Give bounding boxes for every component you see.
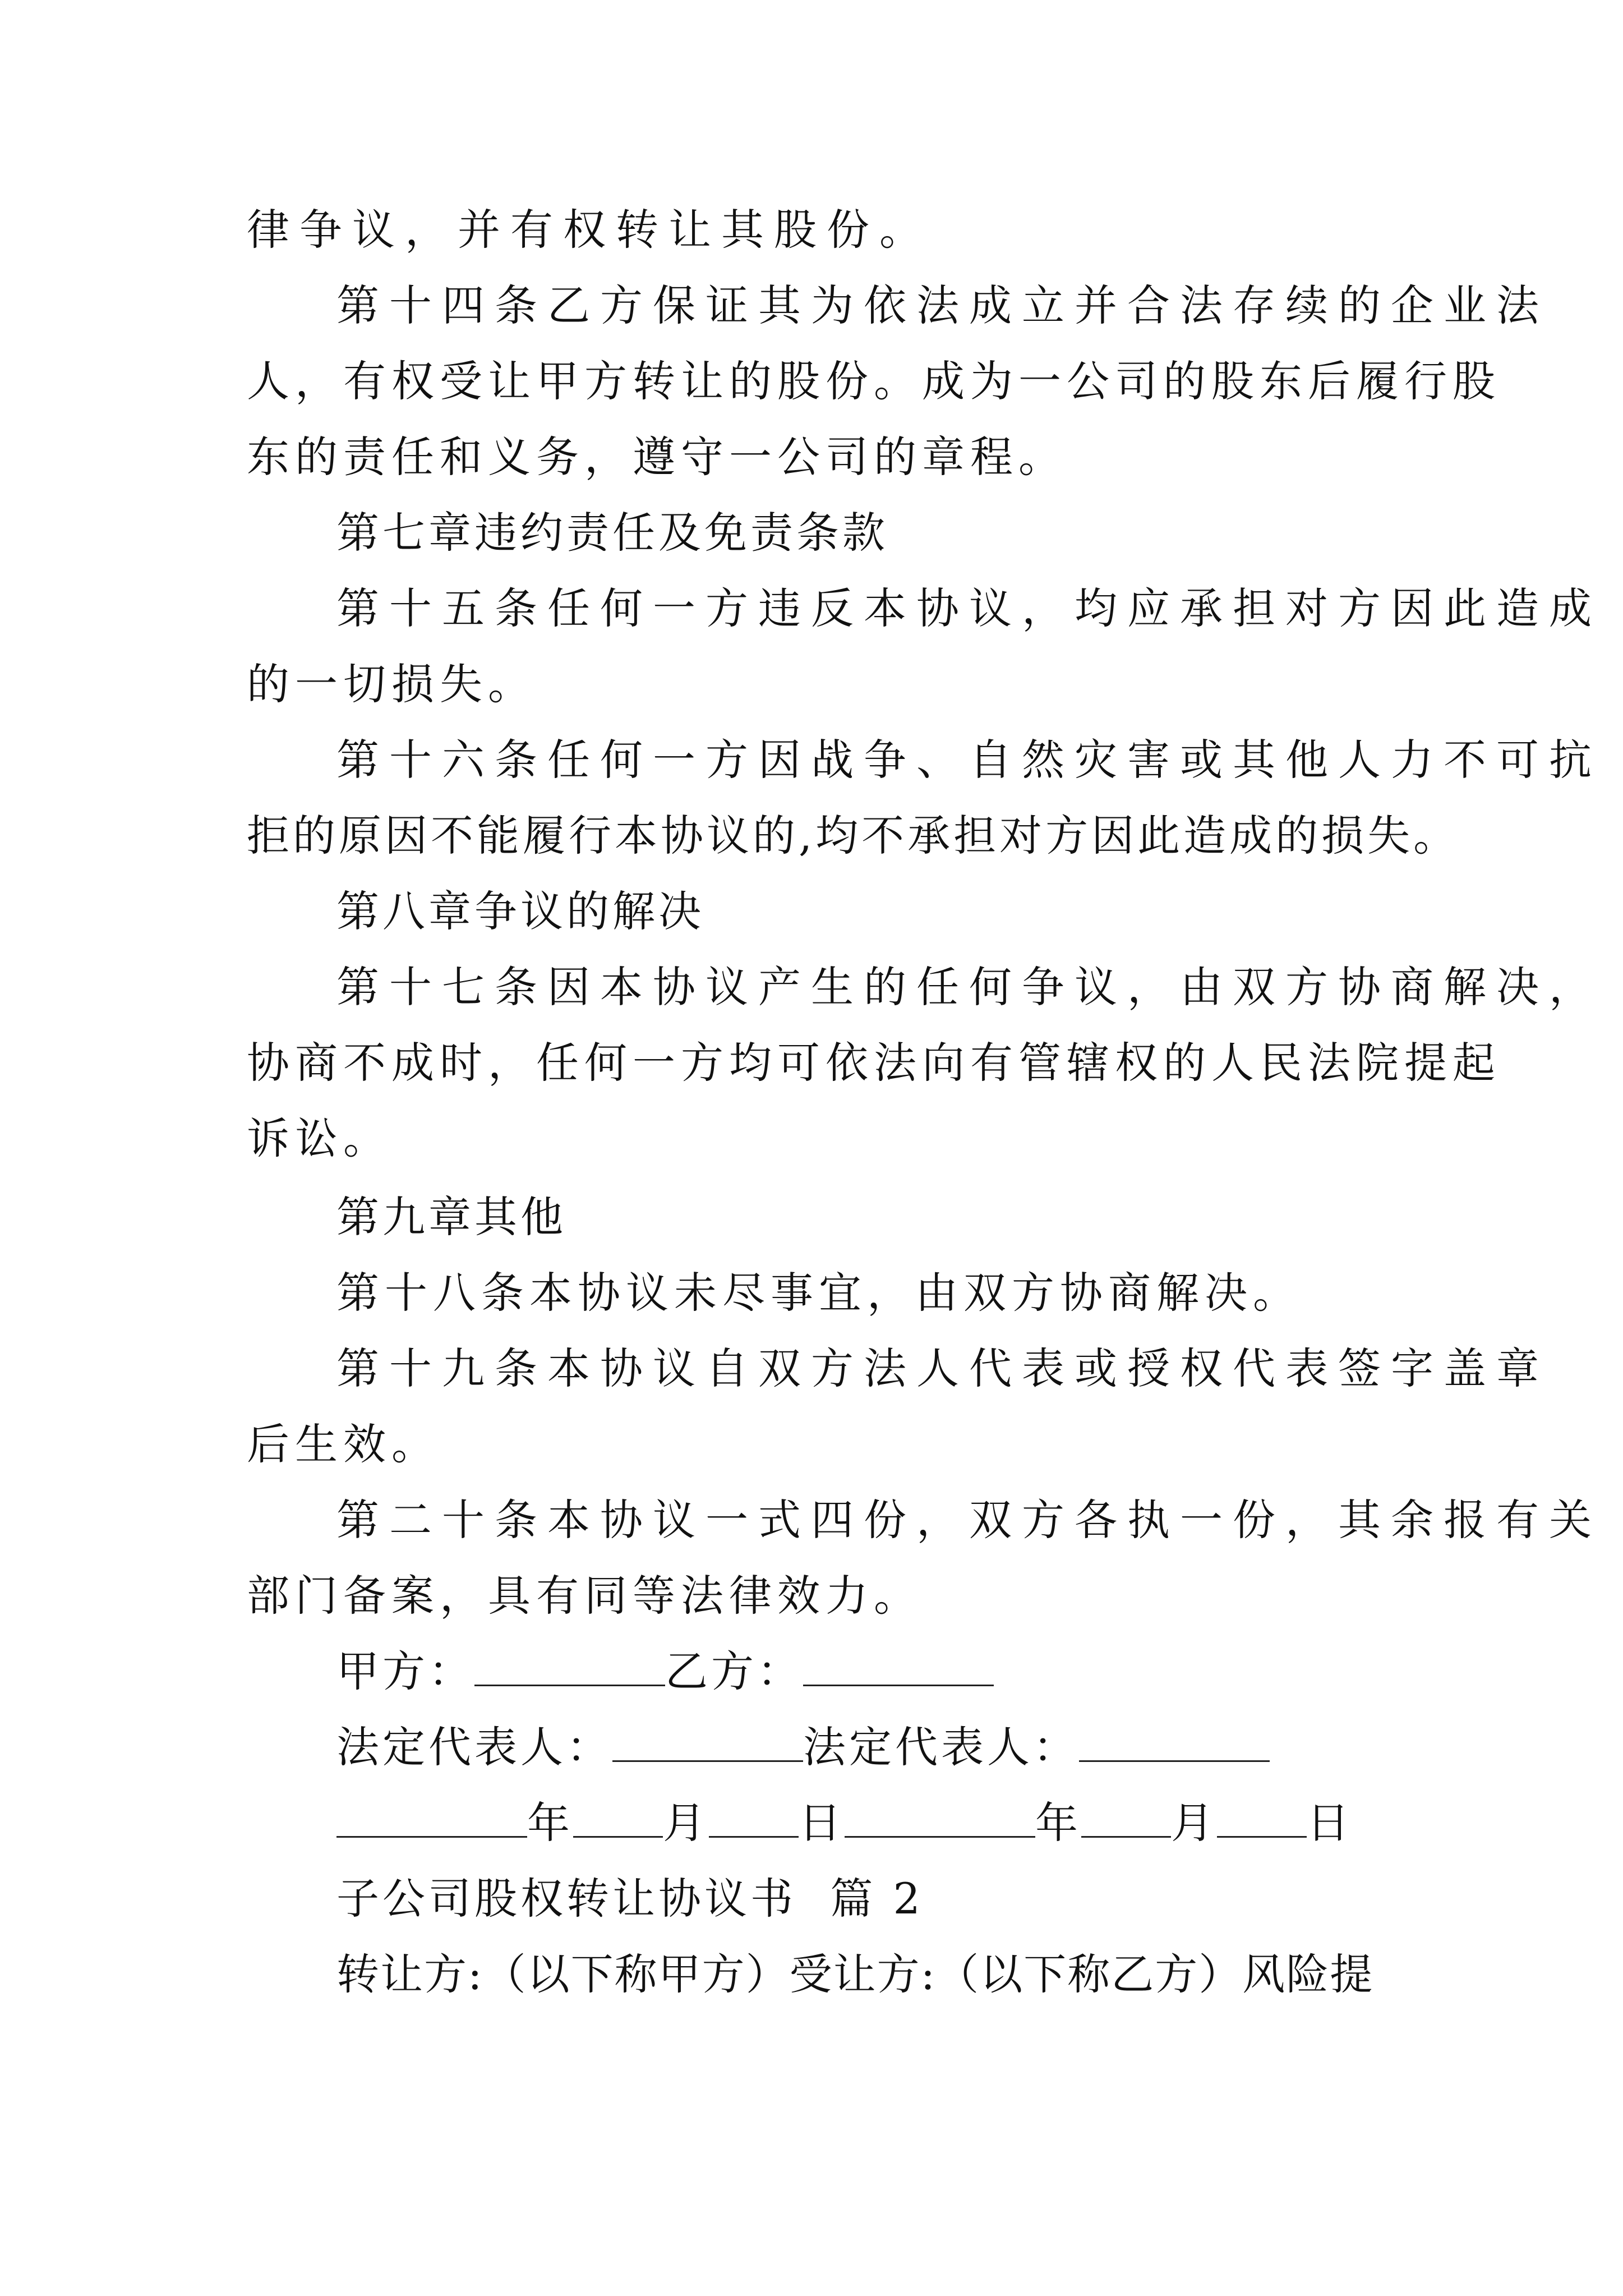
month-b-label: 月 <box>1171 1798 1217 1848</box>
text-line: 第十五条任何一方违反本协议，均应承担对方因此造成 <box>336 583 1602 633</box>
month-a-label: 月 <box>663 1798 709 1848</box>
chapter-heading: 第七章违约责任及免责条款 <box>336 508 888 558</box>
text-line: 第十九条本协议自双方法人代表或授权代表签字盖章 <box>336 1343 1549 1393</box>
text-line: 第十四条乙方保证其为依法成立并合法存续的企业法 <box>336 280 1549 330</box>
rep-b-label: 法定代表人： <box>803 1722 1079 1772</box>
signature-dates-row <box>336 1795 1353 1851</box>
text-line: 东的责任和义务，遵守一公司的章程。 <box>247 432 1067 482</box>
text-line: 律争议，并有权转让其股份。 <box>247 205 932 255</box>
month-b-blank <box>1081 1802 1171 1838</box>
text-line: 第十七条因本协议产生的任何争议，由双方协商解决， <box>336 962 1602 1012</box>
party-a-label: 甲方： <box>336 1646 474 1696</box>
year-a-label: 年 <box>527 1798 573 1848</box>
party-a-blank <box>474 1651 665 1686</box>
year-b-label: 年 <box>1035 1798 1081 1848</box>
text-line: 第十六条任何一方因战争、自然灾害或其他人力不可抗 <box>336 735 1602 785</box>
text-line: 的一切损失。 <box>247 659 536 709</box>
section-title: 子公司股权转让协议书 篇 2 <box>336 1874 924 1924</box>
text-line: 第十八条本协议未尽事宜，由双方协商解决。 <box>336 1268 1301 1318</box>
text-line: 第二十条本协议一式四份，双方各执一份，其余报有关 <box>336 1495 1602 1545</box>
rep-b-blank <box>1079 1727 1270 1762</box>
signature-parties-row <box>336 1644 994 1700</box>
text-line: 后生效。 <box>247 1419 440 1469</box>
rep-a-label: 法定代表人： <box>336 1722 612 1772</box>
text-line: 部门备案，具有同等法律效力。 <box>247 1571 922 1621</box>
text-line: 诉讼。 <box>247 1114 391 1163</box>
party-b-blank <box>803 1651 994 1686</box>
day-a-blank <box>709 1802 799 1838</box>
day-a-label: 日 <box>799 1798 845 1848</box>
text-line: 人，有权受让甲方转让的股份。成为一公司的股东后履行股 <box>247 356 1501 406</box>
text-line: 拒的原因不能履行本协议的,均不承担对方因此造成的损失。 <box>247 811 1460 861</box>
year-a-blank <box>336 1802 527 1838</box>
day-b-blank <box>1217 1802 1307 1838</box>
text-line: 转让方:（以下称甲方）受让方:（以下称乙方）风险提 <box>336 1949 1374 1999</box>
month-a-blank <box>573 1802 663 1838</box>
year-b-blank <box>845 1802 1035 1838</box>
chapter-heading: 第九章其他 <box>336 1192 566 1242</box>
rep-a-blank <box>612 1727 803 1762</box>
party-b-label: 乙方： <box>665 1646 803 1696</box>
signature-reps-row <box>336 1719 1270 1775</box>
text-line: 协商不成时，任何一方均可依法向有管辖权的人民法院提起 <box>247 1038 1501 1088</box>
chapter-heading: 第八章争议的解决 <box>336 886 704 936</box>
day-b-label: 日 <box>1307 1798 1353 1848</box>
